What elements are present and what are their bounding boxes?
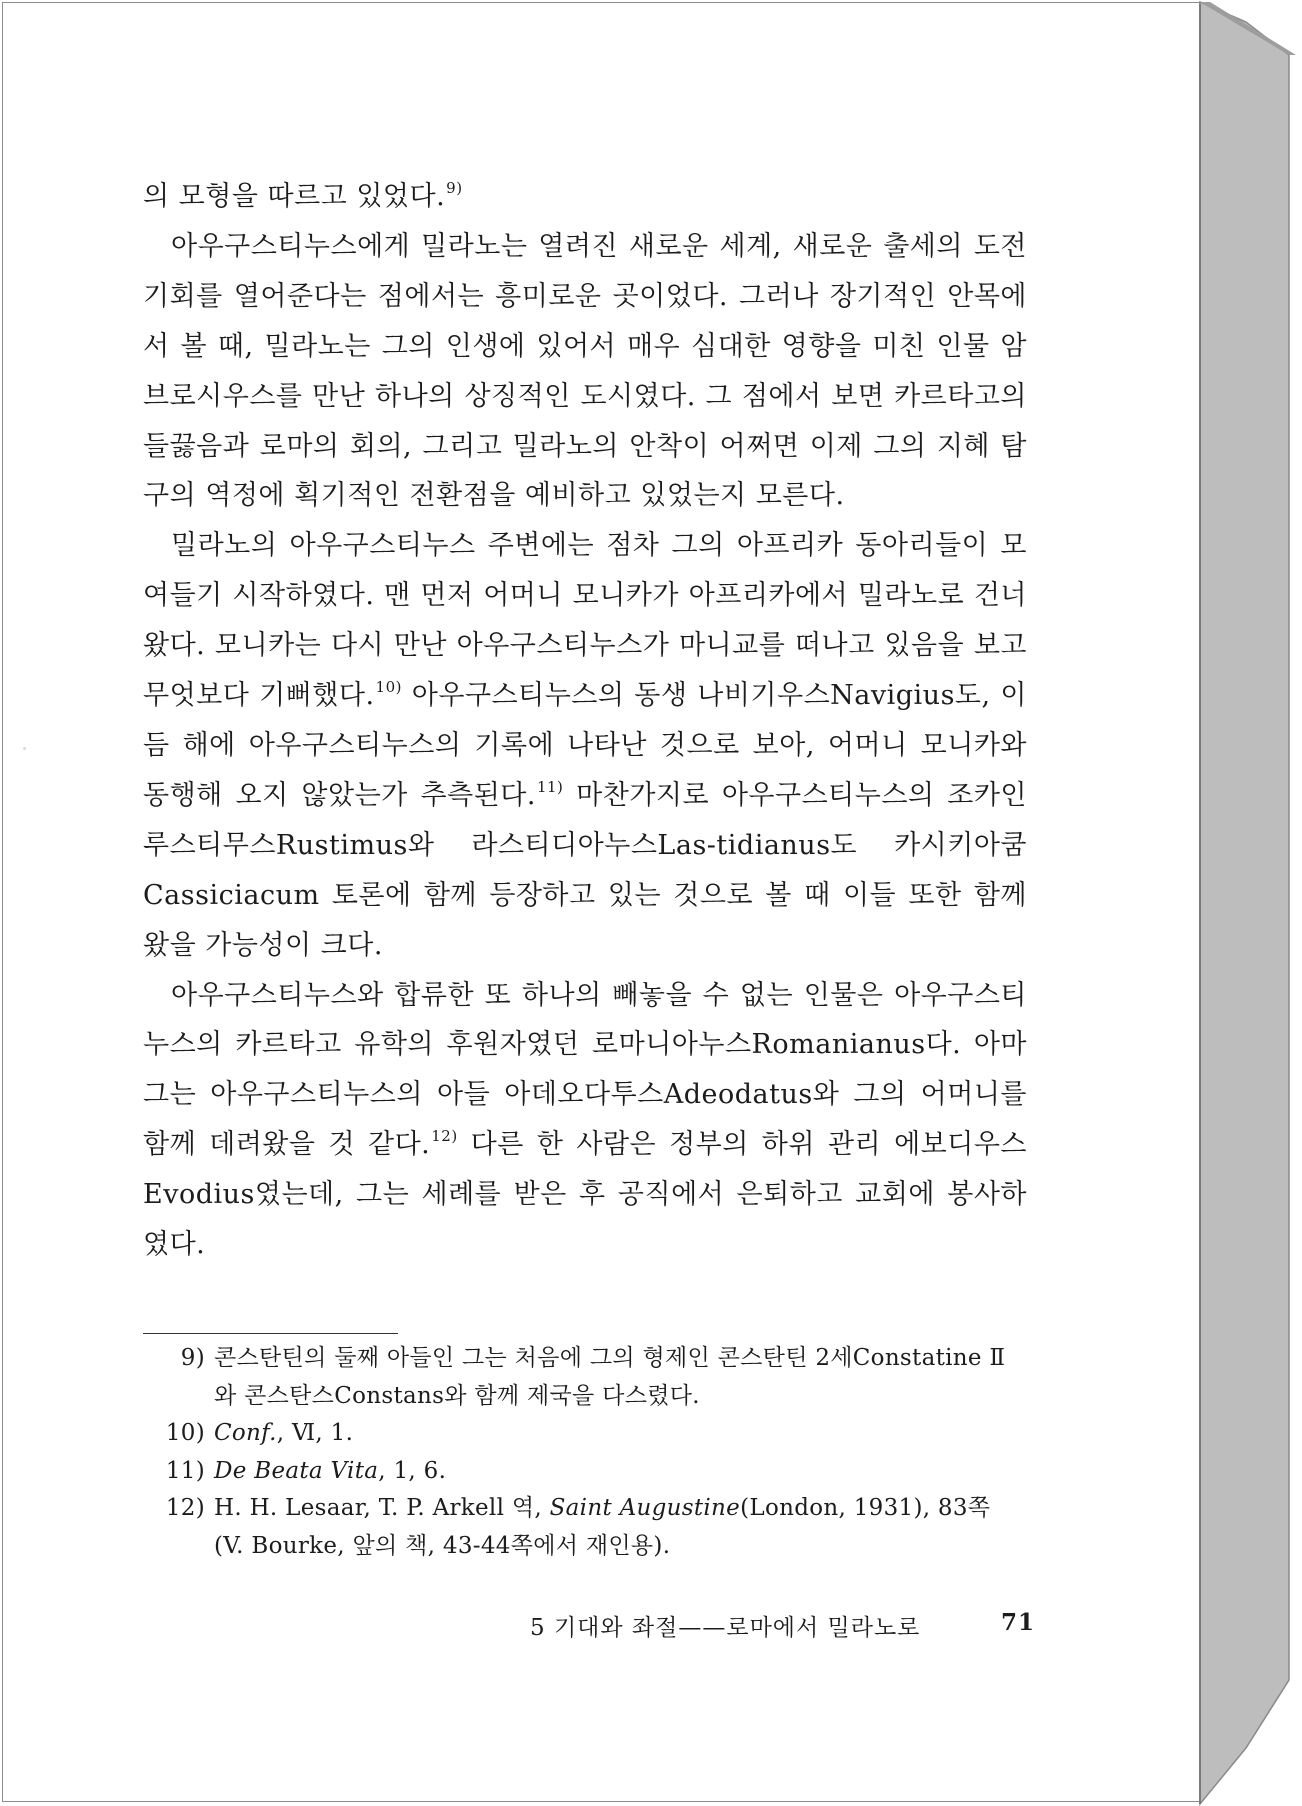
paragraph-3 — [143, 521, 1027, 970]
page-number: 71 — [1000, 1609, 1035, 1636]
footnote-text — [214, 1340, 1027, 1415]
footnote-10 — [143, 1415, 1027, 1453]
book-top-face — [1200, 2, 1296, 55]
footnote-separator — [143, 1333, 398, 1334]
text-run: H. H. Lesaar, T. P. Arkell 역, — [214, 1495, 550, 1521]
italic-title: Conf. — [214, 1420, 277, 1446]
page-footer — [530, 1609, 1035, 1642]
footnote-number: 9) — [180, 1345, 205, 1371]
footnotes — [143, 1340, 1027, 1565]
book-side-face — [1200, 2, 1289, 1804]
italic-title: De Beata Vita — [214, 1457, 379, 1484]
scan-speck — [23, 747, 26, 750]
footnote-12 — [143, 1490, 1027, 1565]
text-run: 아우구스티누스에게 밀라노는 열려진 새로운 세계, 새로운 출세의 도전 기회를 열어준다는 점에서는 흥미로운 곳이었다. 그러나 장기적인 안목에서 볼 때, 밀라노는 그의 인생에 있어서 매우 심대한 영향을 미친 인물 암브로시우스를 만난 하나의 상징적인 도시였다. 그 점에서 보면 카르타고의 들끓음과 로마의 회의, 그리고 밀라노의 안착이 어쩌면 이제 그의 지혜 탐구의 역정에 획기적인 전환점을 예비하고 있었는지 모른다. — [143, 230, 1027, 512]
main-text — [143, 172, 1027, 1270]
footnote-text — [214, 1490, 1027, 1565]
text-run: , Ⅵ, 1. — [276, 1420, 354, 1446]
text-run: 밀라노의 아우구스티누스 주변에는 점차 그의 아프리카 동아리들이 모여들기 시작하였다. 맨 먼저 어머니 모니카가 아프리카에서 밀라노로 건너왔다. 모니카는 다시 만난 아우구스티누스가 마니교를 떠나고 있음을 보고 무엇보다 기뻐했다. — [143, 530, 1027, 712]
footnote-ref: 9) — [446, 179, 463, 197]
text-run: 아우구스티누스와 합류한 또 하나의 빼놓을 수 없는 인물은 아우구스티누스의 카르타고 유학의 후원자였던 로마니아누스Romanianus다. 아마 그는 아우구스티누스의 아들 아데오다투스Adeodatus와 그의 어머니를 함께 데려왔을 것 같다. — [143, 979, 1027, 1161]
text-run: (London, 1931), 83쪽 (V. Bourke, 앞의 책, 43-44쪽에서 재인용). — [214, 1495, 991, 1559]
paragraph-1 — [143, 172, 1027, 222]
footnote-number: 10) — [165, 1420, 205, 1446]
footnote-text — [214, 1415, 1027, 1453]
text-run: 아우구스티누스의 동생 나비기우스Navigius도, 이듬 해에 아우구스티누스의 기록에 나타난 것으로 보아, 어머니 모니카와 동행해 오지 않았는가 추측된다. — [143, 680, 1027, 811]
paragraph-2 — [143, 222, 1027, 521]
footnote-ref: 12) — [431, 1127, 458, 1146]
paragraph-4 — [143, 971, 1027, 1270]
text-run: 마찬가지로 아우구스티누스의 조카인 루스티무스Rustimus와 라스티디아누스Las-tidianus도 카시키아쿰Cassiciacum 토론에 함께 등장하고 있는 것으로 볼 때 이들 또한 함께 왔을 가능성이 크다. — [143, 779, 1027, 961]
text-run: 의 모형을 따르고 있었다. — [143, 181, 446, 212]
footnote-9 — [143, 1340, 1027, 1415]
footnote-number: 11) — [165, 1457, 205, 1484]
text-run: , 1, 6. — [378, 1457, 447, 1484]
footnote-text — [214, 1453, 1027, 1491]
footnote-ref: 11) — [536, 777, 564, 796]
running-head: 5 기대와 좌절——로마에서 밀라노로 — [530, 1615, 921, 1641]
italic-title: Saint Augustine — [549, 1495, 741, 1521]
text-run: 콘스탄틴의 둘째 아들인 그는 처음에 그의 형제인 콘스탄틴 2세Constatine Ⅱ와 콘스탄스Constans와 함께 제국을 다스렸다. — [214, 1345, 1006, 1409]
text-run: 다른 한 사람은 정부의 하위 관리 에보디우스Evodius였는데, 그는 세례를 받은 후 공직에서 은퇴하고 교회에 봉사하였다. — [143, 1129, 1027, 1261]
footnote-ref: 10) — [375, 678, 402, 697]
footnote-number: 12) — [165, 1495, 205, 1521]
footnote-11 — [143, 1453, 1027, 1491]
